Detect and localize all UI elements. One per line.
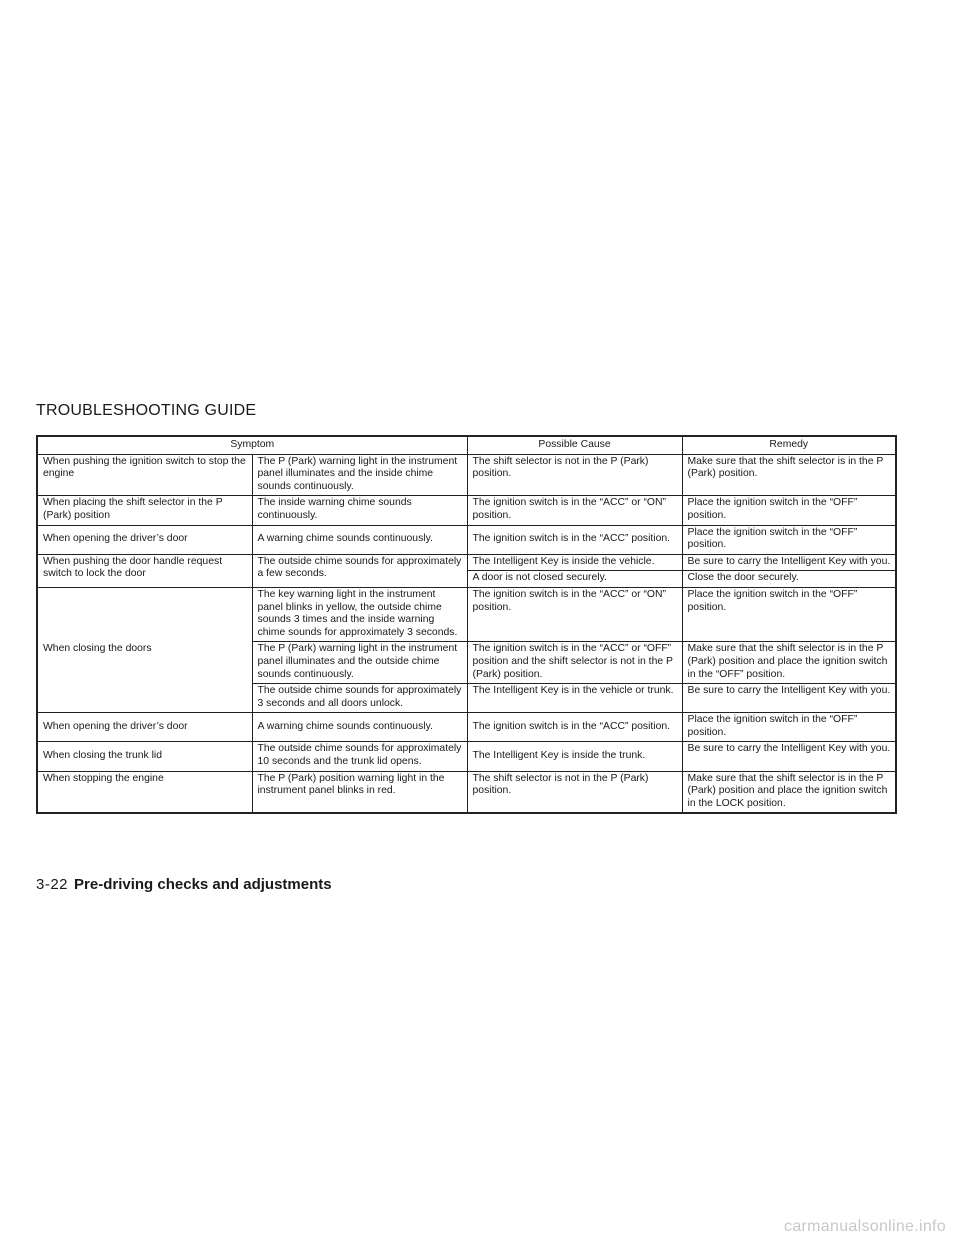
header-symptom: Symptom [37, 436, 467, 454]
indication-cell: The outside chime sounds for approximately 3 seconds and all doors unlock. [252, 684, 467, 713]
page-footer [36, 876, 332, 893]
header-remedy: Remedy [682, 436, 896, 454]
remedy-cell: Be sure to carry the Intelligent Key with you. [682, 554, 896, 571]
table-row [37, 554, 896, 571]
cause-cell: The Intelligent Key is inside the vehicle. [467, 554, 682, 571]
watermark: carmanualsonline.info [784, 1218, 946, 1235]
table-row [37, 496, 896, 525]
remedy-cell: Place the ignition switch in the “OFF” position. [682, 587, 896, 641]
cause-cell: The ignition switch is in the “ACC” or “OFF” position and the shift selector is not in the P (Park) position. [467, 642, 682, 684]
symptom-cell: When closing the doors [37, 587, 252, 712]
remedy-cell: Be sure to carry the Intelligent Key with you. [682, 684, 896, 713]
cause-cell: The Intelligent Key is in the vehicle or trunk. [467, 684, 682, 713]
table-row [37, 587, 896, 641]
remedy-cell: Place the ignition switch in the “OFF” position. [682, 713, 896, 742]
symptom-cell: When placing the shift selector in the P (Park) position [37, 496, 252, 525]
troubleshooting-table [36, 435, 897, 814]
remedy-cell: Make sure that the shift selector is in the P (Park) position. [682, 454, 896, 496]
header-possible-cause: Possible Cause [467, 436, 682, 454]
table-row [37, 713, 896, 742]
symptom-cell: When closing the trunk lid [37, 742, 252, 771]
remedy-cell: Make sure that the shift selector is in the P (Park) position and place the ignition switch in the LOCK position. [682, 771, 896, 813]
remedy-cell: Place the ignition switch in the “OFF” position. [682, 496, 896, 525]
indication-cell: The P (Park) warning light in the instrument panel illuminates and the inside chime sounds continuously. [252, 454, 467, 496]
cause-cell: The ignition switch is in the “ACC” position. [467, 713, 682, 742]
remedy-cell: Make sure that the shift selector is in the P (Park) position and place the ignition switch in the “OFF” position. [682, 642, 896, 684]
indication-cell: The P (Park) position warning light in the instrument panel blinks in red. [252, 771, 467, 813]
indication-cell: The P (Park) warning light in the instrument panel illuminates and the outside chime sounds continuously. [252, 642, 467, 684]
table-row [37, 742, 896, 771]
symptom-cell: When pushing the ignition switch to stop the engine [37, 454, 252, 496]
indication-cell: The outside chime sounds for approximately 10 seconds and the trunk lid opens. [252, 742, 467, 771]
cause-cell: The ignition switch is in the “ACC” position. [467, 525, 682, 554]
indication-cell: A warning chime sounds continuously. [252, 713, 467, 742]
cause-cell: The shift selector is not in the P (Park) position. [467, 454, 682, 496]
symptom-cell: When stopping the engine [37, 771, 252, 813]
indication-cell: The inside warning chime sounds continuously. [252, 496, 467, 525]
cause-cell: The ignition switch is in the “ACC” or “ON” position. [467, 496, 682, 525]
symptom-cell: When opening the driver’s door [37, 525, 252, 554]
remedy-cell: Close the door securely. [682, 571, 896, 588]
page-title: TROUBLESHOOTING GUIDE [36, 402, 257, 419]
remedy-cell: Place the ignition switch in the “OFF” position. [682, 525, 896, 554]
cause-cell: The ignition switch is in the “ACC” or “ON” position. [467, 587, 682, 641]
remedy-cell: Be sure to carry the Intelligent Key with you. [682, 742, 896, 771]
table-header-row [37, 436, 896, 454]
page-number: 3-22 [36, 876, 69, 893]
indication-cell: The outside chime sounds for approximately a few seconds. [252, 554, 467, 587]
cause-cell: A door is not closed securely. [467, 571, 682, 588]
table-row [37, 454, 896, 496]
cause-cell: The shift selector is not in the P (Park) position. [467, 771, 682, 813]
indication-cell: The key warning light in the instrument panel blinks in yellow, the outside chime sounds 3 times and the inside warning chime sounds for approximately 3 seconds. [252, 587, 467, 641]
table-row [37, 525, 896, 554]
indication-cell: A warning chime sounds continuously. [252, 525, 467, 554]
table-row [37, 771, 896, 813]
section-title: Pre-driving checks and adjustments [74, 876, 332, 893]
symptom-cell: When opening the driver’s door [37, 713, 252, 742]
cause-cell: The Intelligent Key is inside the trunk. [467, 742, 682, 771]
symptom-cell: When pushing the door handle request switch to lock the door [37, 554, 252, 587]
